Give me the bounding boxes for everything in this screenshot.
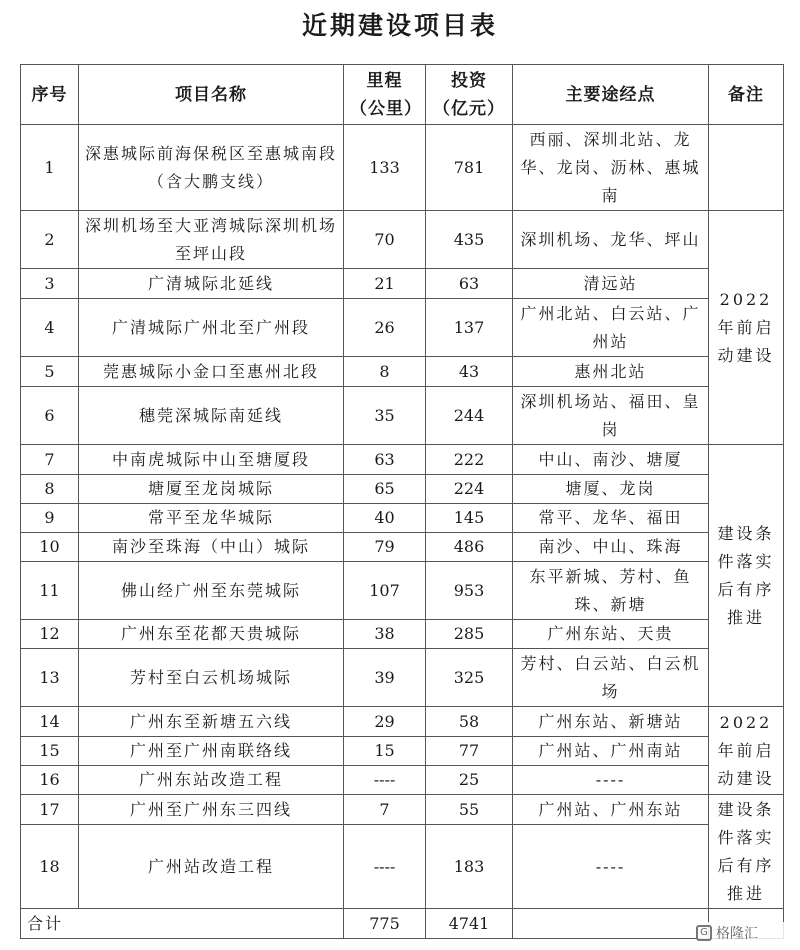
cell-route: 广州北站、白云站、广州站 bbox=[513, 299, 709, 357]
cell-name: 广清城际广州北至广州段 bbox=[79, 299, 344, 357]
cell-route: 广州东站、天贵 bbox=[513, 620, 709, 649]
cell-route: 南沙、中山、珠海 bbox=[513, 533, 709, 562]
cell-note-group2: 建设条件落实后有序推进 bbox=[709, 445, 784, 707]
cell-length: 63 bbox=[344, 445, 426, 475]
cell-route: ---- bbox=[513, 825, 709, 909]
cell-route: 广州东站、新塘站 bbox=[513, 707, 709, 737]
cell-total-route bbox=[513, 909, 709, 939]
table-row bbox=[21, 269, 784, 299]
cell-invest: 325 bbox=[426, 649, 513, 707]
cell-length: 21 bbox=[344, 269, 426, 299]
cell-route: 广州站、广州南站 bbox=[513, 737, 709, 766]
cell-name: 莞惠城际小金口至惠州北段 bbox=[79, 357, 344, 387]
cell-length: 39 bbox=[344, 649, 426, 707]
cell-invest: 224 bbox=[426, 475, 513, 504]
table-header-row bbox=[21, 65, 784, 125]
cell-invest: 435 bbox=[426, 211, 513, 269]
cell-length: 38 bbox=[344, 620, 426, 649]
cell-length: 7 bbox=[344, 795, 426, 825]
cell-length: 107 bbox=[344, 562, 426, 620]
cell-length: 15 bbox=[344, 737, 426, 766]
header-invest-line1: 投资 bbox=[451, 70, 487, 91]
cell-length: 29 bbox=[344, 707, 426, 737]
header-invest bbox=[426, 65, 513, 125]
cell-route: 广州站、广州东站 bbox=[513, 795, 709, 825]
cell-invest: 25 bbox=[426, 766, 513, 795]
cell-total-invest: 4741 bbox=[426, 909, 513, 939]
cell-name: 南沙至珠海（中山）城际 bbox=[79, 533, 344, 562]
cell-route: 深圳机场站、福田、皇岗 bbox=[513, 387, 709, 445]
table-row bbox=[21, 475, 784, 504]
table-row bbox=[21, 211, 784, 269]
cell-invest: 58 bbox=[426, 707, 513, 737]
cell-route: 中山、南沙、塘厦 bbox=[513, 445, 709, 475]
table-row bbox=[21, 737, 784, 766]
cell-seq: 9 bbox=[21, 504, 79, 533]
cell-seq: 7 bbox=[21, 445, 79, 475]
cell-route: 深圳机场、龙华、坪山 bbox=[513, 211, 709, 269]
cell-seq: 14 bbox=[21, 707, 79, 737]
cell-name: 穗莞深城际南延线 bbox=[79, 387, 344, 445]
cell-route: 塘厦、龙岗 bbox=[513, 475, 709, 504]
cell-name: 广州东站改造工程 bbox=[79, 766, 344, 795]
cell-length: 35 bbox=[344, 387, 426, 445]
cell-name: 中南虎城际中山至塘厦段 bbox=[79, 445, 344, 475]
cell-total-label: 合计 bbox=[21, 909, 344, 939]
cell-route: 芳村、白云站、白云机场 bbox=[513, 649, 709, 707]
cell-invest: 77 bbox=[426, 737, 513, 766]
header-invest-line2: （亿元） bbox=[433, 98, 505, 119]
watermark-text: 格隆汇 bbox=[716, 926, 758, 942]
header-length-line2: （公里） bbox=[350, 98, 422, 119]
cell-seq: 5 bbox=[21, 357, 79, 387]
cell-name: 塘厦至龙岗城际 bbox=[79, 475, 344, 504]
cell-seq: 15 bbox=[21, 737, 79, 766]
table-row bbox=[21, 649, 784, 707]
cell-length: ---- bbox=[344, 825, 426, 909]
table-row bbox=[21, 445, 784, 475]
cell-name: 常平至龙华城际 bbox=[79, 504, 344, 533]
header-length bbox=[344, 65, 426, 125]
table-row bbox=[21, 504, 784, 533]
cell-seq: 3 bbox=[21, 269, 79, 299]
cell-name: 广清城际北延线 bbox=[79, 269, 344, 299]
cell-invest: 486 bbox=[426, 533, 513, 562]
cell-name: 深惠城际前海保税区至惠城南段（含大鹏支线） bbox=[79, 125, 344, 211]
project-table bbox=[20, 64, 784, 939]
cell-length: 79 bbox=[344, 533, 426, 562]
cell-length: 8 bbox=[344, 357, 426, 387]
cell-name: 深圳机场至大亚湾城际深圳机场至坪山段 bbox=[79, 211, 344, 269]
cell-seq: 11 bbox=[21, 562, 79, 620]
cell-route: 东平新城、芳村、鱼珠、新塘 bbox=[513, 562, 709, 620]
table-row bbox=[21, 533, 784, 562]
table-row bbox=[21, 387, 784, 445]
table-row bbox=[21, 357, 784, 387]
header-name: 项目名称 bbox=[79, 65, 344, 125]
cell-name: 佛山经广州至东莞城际 bbox=[79, 562, 344, 620]
cell-invest: 781 bbox=[426, 125, 513, 211]
header-length-line1: 里程 bbox=[366, 70, 403, 91]
table-row bbox=[21, 707, 784, 737]
cell-invest: 285 bbox=[426, 620, 513, 649]
table-row bbox=[21, 766, 784, 795]
cell-length: ---- bbox=[344, 766, 426, 795]
cell-length: 26 bbox=[344, 299, 426, 357]
cell-name: 芳村至白云机场城际 bbox=[79, 649, 344, 707]
cell-name: 广州站改造工程 bbox=[79, 825, 344, 909]
cell-invest: 222 bbox=[426, 445, 513, 475]
cell-invest: 55 bbox=[426, 795, 513, 825]
header-note: 备注 bbox=[709, 65, 784, 125]
cell-seq: 12 bbox=[21, 620, 79, 649]
table-row bbox=[21, 562, 784, 620]
cell-route: 惠州北站 bbox=[513, 357, 709, 387]
table-row bbox=[21, 795, 784, 825]
cell-note-group1: 2022年前启动建设 bbox=[709, 211, 784, 445]
table-row bbox=[21, 125, 784, 211]
cell-seq: 4 bbox=[21, 299, 79, 357]
page-title: 近期建设项目表 bbox=[301, 11, 498, 40]
cell-invest: 183 bbox=[426, 825, 513, 909]
cell-seq: 10 bbox=[21, 533, 79, 562]
cell-length: 133 bbox=[344, 125, 426, 211]
cell-seq: 2 bbox=[21, 211, 79, 269]
cell-length: 65 bbox=[344, 475, 426, 504]
cell-seq: 17 bbox=[21, 795, 79, 825]
cell-route: 清远站 bbox=[513, 269, 709, 299]
cell-invest: 137 bbox=[426, 299, 513, 357]
cell-invest: 63 bbox=[426, 269, 513, 299]
logo-icon: G bbox=[696, 925, 712, 941]
cell-seq: 8 bbox=[21, 475, 79, 504]
cell-route: 西丽、深圳北站、龙华、龙岗、沥林、惠城南 bbox=[513, 125, 709, 211]
total-row bbox=[21, 909, 784, 939]
cell-seq: 18 bbox=[21, 825, 79, 909]
cell-invest: 145 bbox=[426, 504, 513, 533]
table-row bbox=[21, 825, 784, 909]
cell-invest: 244 bbox=[426, 387, 513, 445]
header-route: 主要途经点 bbox=[513, 65, 709, 125]
header-seq: 序号 bbox=[21, 65, 79, 125]
cell-seq: 6 bbox=[21, 387, 79, 445]
cell-invest: 953 bbox=[426, 562, 513, 620]
cell-invest: 43 bbox=[426, 357, 513, 387]
cell-seq: 13 bbox=[21, 649, 79, 707]
table-row bbox=[21, 299, 784, 357]
cell-length: 70 bbox=[344, 211, 426, 269]
cell-total-length: 775 bbox=[344, 909, 426, 939]
cell-note-group3: 2022年前启动建设 bbox=[709, 707, 784, 795]
cell-note bbox=[709, 125, 784, 211]
cell-note-group4: 建设条件落实后有序推进 bbox=[709, 795, 784, 909]
table-row bbox=[21, 620, 784, 649]
watermark bbox=[696, 922, 786, 944]
cell-route: 常平、龙华、福田 bbox=[513, 504, 709, 533]
cell-seq: 1 bbox=[21, 125, 79, 211]
cell-name: 广州至广州南联络线 bbox=[79, 737, 344, 766]
cell-name: 广州东至花都天贵城际 bbox=[79, 620, 344, 649]
cell-route: ---- bbox=[513, 766, 709, 795]
cell-name: 广州至广州东三四线 bbox=[79, 795, 344, 825]
cell-name: 广州东至新塘五六线 bbox=[79, 707, 344, 737]
cell-seq: 16 bbox=[21, 766, 79, 795]
cell-length: 40 bbox=[344, 504, 426, 533]
